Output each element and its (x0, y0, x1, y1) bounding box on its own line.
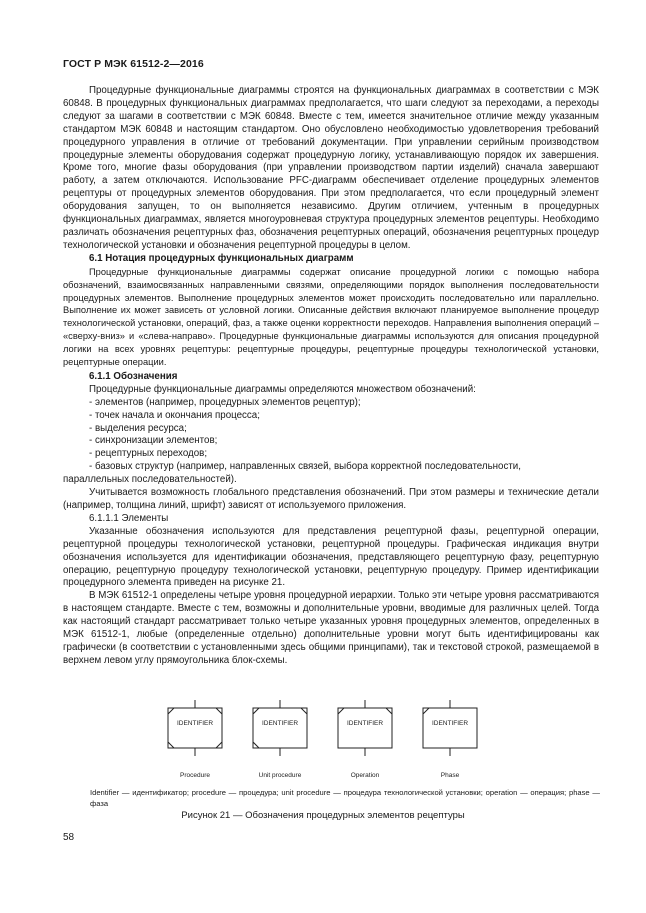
operation-identifier: IDENTIFIER (346, 720, 384, 727)
list-item-continuation: параллельных последовательностей). (63, 474, 237, 486)
section-6-1-1-title: 6.1.1 Обозначения (89, 370, 178, 382)
figure-21-diagram (160, 700, 500, 780)
procedure-identifier: IDENTIFIER (176, 720, 214, 727)
unit-procedure-label: Unit procedure (258, 772, 302, 779)
section-6-1-paragraph: Процедурные функциональные диаграммы содержат описание процедурной логики с помощью набора обозначений, взаимосвязанных направленными связями, определяющими порядок выполнения последовательности процедурных элементов. Выполнение процедурных элементов может происходить последовательно или параллельно. Выполнение их может зависеть от условной логики. Описанные действия включают планируемое выполнение процедур технологической установки, операций, фаз, а также оценки корректности переходов. Направления выполнения операций – «сверху-вниз» и «слева-направо». Процедурные функциональные диаграммы используются для описания процедурной логики на всех уровнях рецептуры: рецептурные процедуры, рецептурные процедуры технологической установки, рецептурные операции. (63, 266, 599, 368)
list-item: - рецептурных переходов; (89, 448, 208, 460)
unit-procedure-symbol (253, 700, 307, 779)
elements-paragraph-2: В МЭК 61512-1 определены четыре уровня процедурной иерархии. Только эти четыре уровня рассматриваются в настоящем стандарте. Вместе с тем, возможны и дополнительные уровни, вводимые для различных целей. Тогда как настоящий стандарт рассматривает только четыре указанных уровня процедурных элементов, определенных в МЭК 61512-1, любые (определенные отдельно) дополнительные уровни могут быть идентифицированы как графически (в соответствии с установленными здесь общими принципами), так и текстовой строкой, размещаемой в верхнем левом углу прямоугольника блок-схемы. (63, 590, 599, 666)
figure-legend: Identifier — идентификатор; procedure — процедура; unit procedure — процедура технологической установки; operation — операция; phase — фаза (90, 788, 600, 808)
intro-paragraph: Процедурные функциональные диаграммы строятся на функциональных диаграммах в соответствии с МЭК 60848. В процедурных функциональных диаграммах предполагается, что шаги следуют за переходами, а переходы следуют за шагами в соответствии с МЭК 60848. Вместе с тем, имеется значительное отличие между указанным стандартом МЭК 60848 и настоящим стандартом. Оно обусловлено необходимостью удовлетворения требований процедурного управления в отличие от требований документации. При управлении серийным производством процедурные элементы оборудования содержат процедурную логику, устанавливающую порядок их завершения. Кроме того, многие фазы оборудования (при управлении производством партии изделий) сначала завершают работу, а затем отключаются. Использование PFC-диаграмм обеспечивает отделение процедурных элементов рецептуры от процедурных элементов оборудования. При этом предполагается, что если процедурный элемент оборудования запущен, то он выполняется независимо. Другим отличием, учтенным в процедурных функциональных диаграммах, является многоуровневая структура процедурных элементов рецептуры. Необходимо различать обозначения рецептурных фаз, обозначения рецептурных операций, обозначения рецептурных процедур технологической установки и обозначения рецептурной процедуры в целом. (63, 85, 599, 251)
list-item: - точек начала и окончания процесса; (89, 409, 260, 421)
section-6-1-1-1-title: 6.1.1.1 Элементы (89, 512, 169, 524)
procedure-label: Procedure (180, 772, 210, 779)
figure-caption: Рисунок 21 — Обозначения процедурных элементов рецептуры (181, 810, 465, 821)
operation-symbol (338, 700, 392, 779)
phase-symbol (423, 700, 477, 779)
unit-procedure-identifier: IDENTIFIER (261, 720, 299, 727)
phase-identifier: IDENTIFIER (431, 720, 469, 727)
document-body (63, 85, 599, 668)
procedure-symbol (168, 700, 222, 779)
phase-label: Phase (440, 772, 460, 779)
section-6-1-title: 6.1 Нотация процедурных функциональных диаграмм (89, 252, 354, 264)
list-item: - базовых структур (например, направленных связей, выбора корректной последовательности, (89, 461, 521, 473)
operation-label: Operation (350, 772, 380, 779)
page-number: 58 (63, 832, 75, 843)
elements-paragraph-1: Указанные обозначения используются для представления рецептурной фазы, рецептурной операции, рецептурной процедуры технологической установки, рецептурной процедуры. Графическая индикация внутри обозначения используется для идентификации обозначения, представляющего рецептурную фазу, рецептурную операцию, рецептурную процедуру технологической установки, рецептурную процедуру. Пример идентификации процедурного элемента приведен на рисунке 21. (63, 525, 599, 589)
global-representation-paragraph: Учитывается возможность глобального представления обозначений. При этом размеры и технические детали (например, толщина линий, шрифт) зависят от используемого приложения. (63, 487, 599, 511)
list-item: - синхронизации элементов; (89, 435, 218, 447)
section-6-1-1-lead: Процедурные функциональные диаграммы определяются множеством обозначений: (89, 383, 476, 395)
list-item: - элементов (например, процедурных элементов рецептур); (89, 396, 361, 408)
document-header: ГОСТ Р МЭК 61512-2—2016 (63, 58, 204, 70)
list-item: - выделения ресурса; (89, 422, 187, 434)
